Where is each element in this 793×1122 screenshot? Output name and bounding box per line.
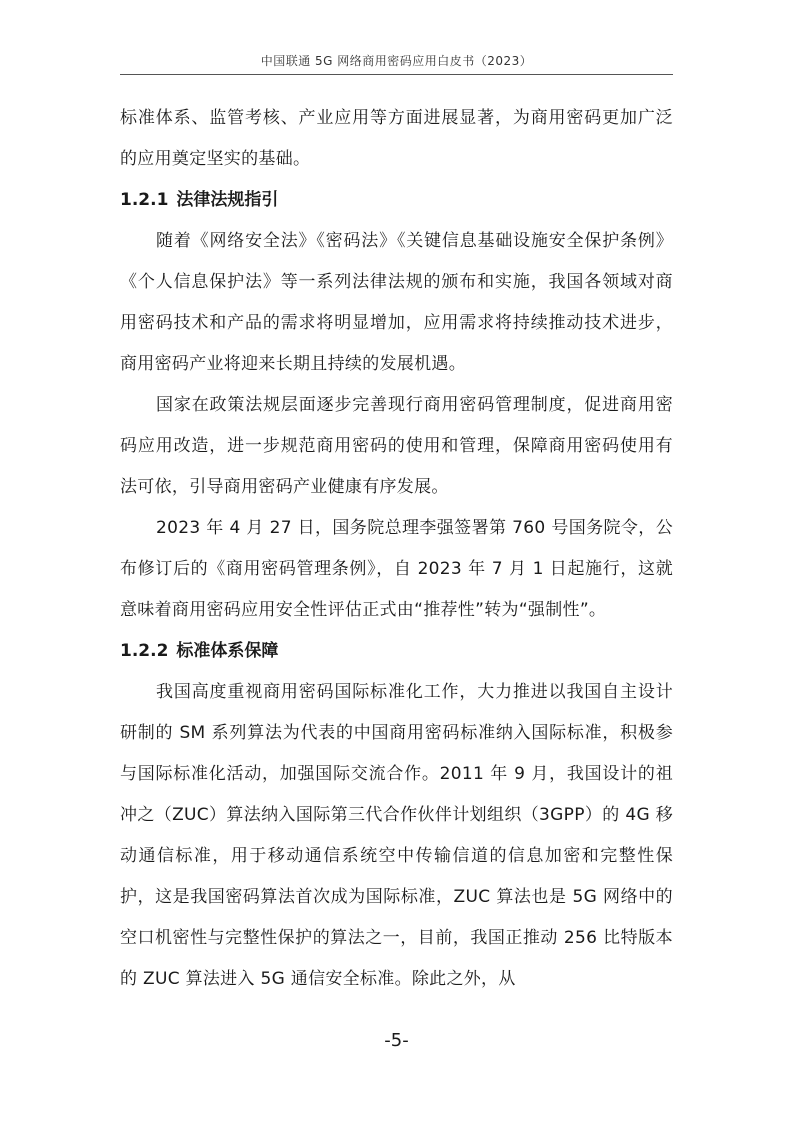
section-number: 1.2.2 [120, 641, 169, 661]
section-number: 1.2.1 [120, 190, 169, 210]
section-heading-legal [120, 180, 673, 221]
section-title: 法律法规指引 [176, 190, 279, 210]
page-number: -5- [384, 1030, 409, 1051]
section-heading-standards [120, 631, 673, 672]
document-body [120, 98, 673, 1000]
paragraph-continuation: 标准体系、监管考核、产业应用等方面进展显著，为商用密码更加广泛的应用奠定坚实的基础。 [120, 108, 673, 169]
header-divider [120, 74, 673, 75]
paragraph-regulation-date: 2023 年 4 月 27 日，国务院总理李强签署第 760 号国务院令，公布修订后的《商用密码管理条例》，自 2023 年 7 月 1 日起施行，这就意味着商用密码应用安全性评估正式由“推荐性”转为“强制性”。 [120, 518, 673, 620]
page-header-title: 中国联通 5G 网络商用密码应用白皮书（2023） [260, 54, 533, 68]
paragraph-laws: 随着《网络安全法》《密码法》《关键信息基础设施安全保护条例》《个人信息保护法》等一系列法律法规的颁布和实施，我国各领域对商用密码技术和产品的需求将明显增加，应用需求将持续推动技术进步，商用密码产业将迎来长期且持续的发展机遇。 [120, 231, 673, 374]
paragraph-standards: 我国高度重视商用密码国际标准化工作，大力推进以我国自主设计研制的 SM 系列算法为代表的中国商用密码标准纳入国际标准，积极参与国际标准化活动，加强国际交流合作。2011 年 9 月，我国设计的祖冲之（ZUC）算法纳入国际第三代合作伙伴计划组织（3GPP）的 4G 移动通信标准，用于移动通信系统空中传输信道的信息加密和完整性保护，这是我国密码算法首次成为国际标准，ZUC 算法也是 5G 网络中的空口机密性与完整性保护的算法之一，目前，我国正推动 256 比特版本的 ZUC 算法进入 5G 通信安全标准。除此之外，从 [120, 682, 673, 989]
paragraph-policy: 国家在政策法规层面逐步完善现行商用密码管理制度，促进商用密码应用改造，进一步规范商用密码的使用和管理，保障商用密码使用有法可依，引导商用密码产业健康有序发展。 [120, 395, 673, 497]
section-title: 标准体系保障 [176, 641, 279, 661]
